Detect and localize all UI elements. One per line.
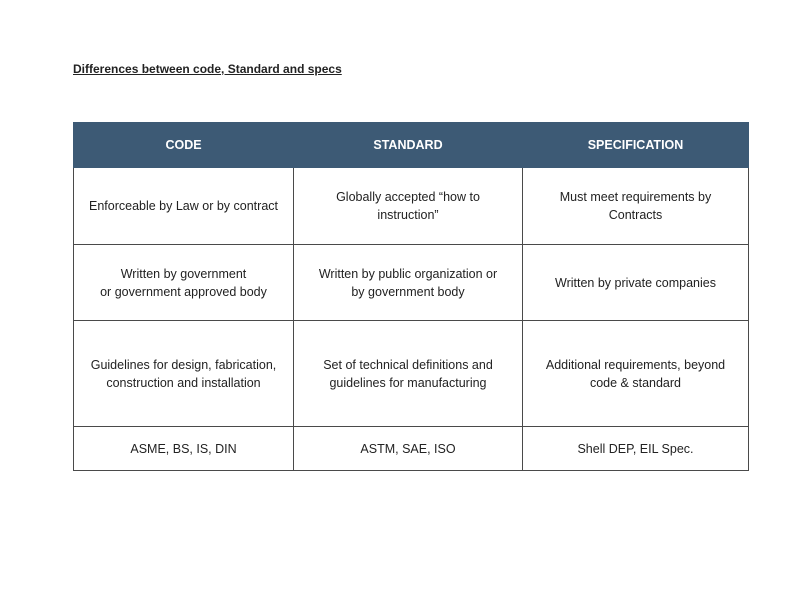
comparison-table <box>73 122 749 471</box>
table-cell: ASTM, SAE, ISO <box>294 427 523 471</box>
table-cell: Shell DEP, EIL Spec. <box>523 427 749 471</box>
header-code: CODE <box>74 123 294 168</box>
table-cell: Must meet requirements by Contracts <box>523 168 749 245</box>
table-cell: Additional requirements, beyond code & standard <box>523 321 749 427</box>
table-cell: ASME, BS, IS, DIN <box>74 427 294 471</box>
header-specification: SPECIFICATION <box>523 123 749 168</box>
header-standard: STANDARD <box>294 123 523 168</box>
table-row <box>74 427 749 471</box>
table-cell: Written by public organization or by government body <box>294 245 523 321</box>
table-cell: Enforceable by Law or by contract <box>74 168 294 245</box>
table-cell: Written by private companies <box>523 245 749 321</box>
table-cell: Globally accepted “how to instruction” <box>294 168 523 245</box>
document-title: Differences between code, Standard and specs <box>73 62 342 76</box>
table-cell: Set of technical definitions and guidelines for manufacturing <box>294 321 523 427</box>
table-row <box>74 168 749 245</box>
table-cell: Written by government or government approved body <box>74 245 294 321</box>
table-row <box>74 321 749 427</box>
table-cell: Guidelines for design, fabrication, construction and installation <box>74 321 294 427</box>
table-header-row <box>74 123 749 168</box>
table-row <box>74 245 749 321</box>
